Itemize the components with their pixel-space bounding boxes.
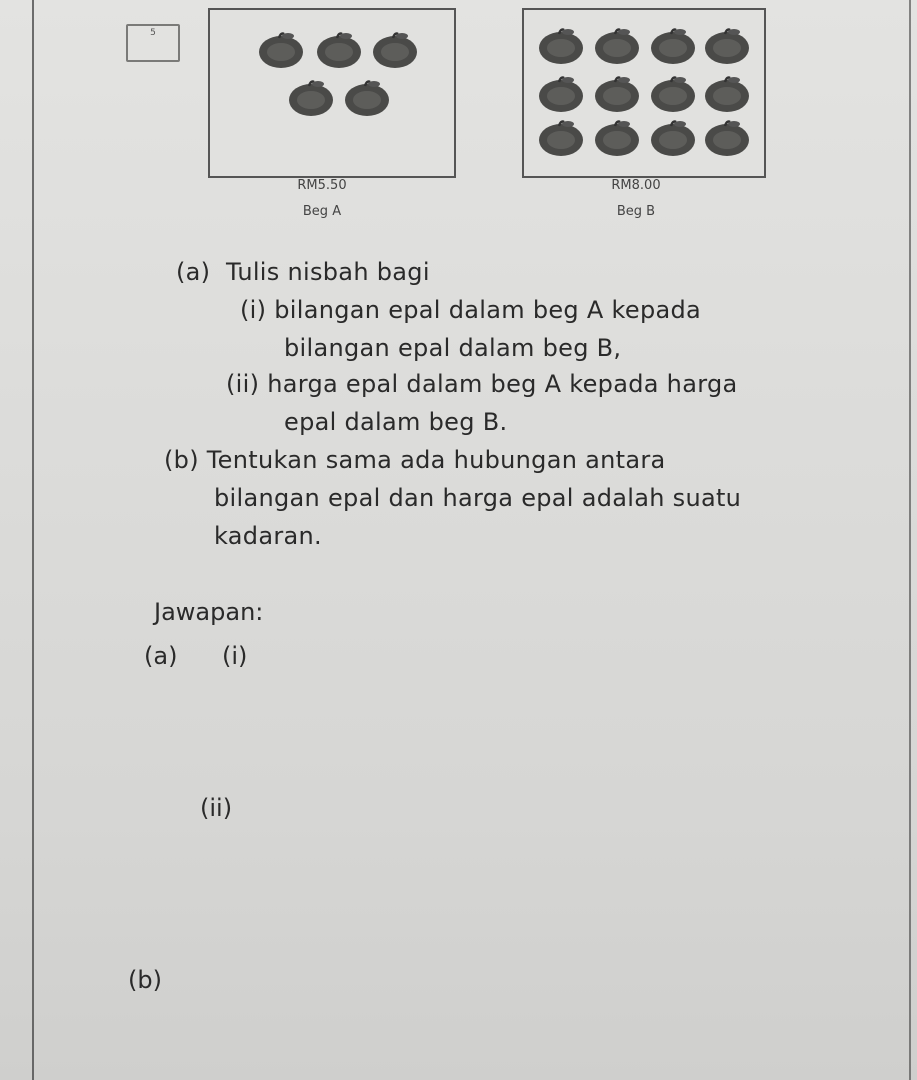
question-a-ii-line2: epal dalam beg B. [284,408,508,436]
question-number-box [126,24,180,62]
apple-icon [648,26,698,66]
apple-icon [592,74,642,114]
bag-b-picture [522,8,766,178]
bag-a-label: Beg A [302,204,342,219]
apple-icon [702,26,752,66]
question-a-text: Tulis nisbah bagi [226,258,430,286]
apple-icon [702,74,752,114]
question-b-line2: bilangan epal dan harga epal adalah suatu [214,484,742,512]
question-b-line3: kadaran. [214,522,322,550]
apple-icon [256,30,306,70]
question-a-label: (a) [176,258,211,286]
answer-a-ii-label: (ii) [200,794,233,822]
apple-icon [592,118,642,158]
answer-heading: Jawapan: [154,598,264,626]
question-b-line1: (b) Tentukan sama ada hubungan antara [164,446,666,474]
apple-icon [370,30,420,70]
apple-icon [592,26,642,66]
apple-icon [648,74,698,114]
apple-icon [702,118,752,158]
apple-icon [286,78,336,118]
page-right-edge [909,0,911,1080]
bag-a-price: RM5.50 [297,178,347,193]
apple-icon [648,118,698,158]
apple-icon [314,30,364,70]
answer-a-i-label: (i) [222,642,248,670]
question-a-i-line1: (i) bilangan epal dalam beg A kepada [240,296,702,324]
question-a-i-line2: bilangan epal dalam beg B, [284,334,622,362]
apple-icon [536,74,586,114]
apple-icon [536,26,586,66]
apple-icon [342,78,392,118]
bag-b-price: RM8.00 [611,178,661,193]
apple-icon [536,118,586,158]
page-left-edge [32,0,34,1080]
question-a-ii-line1: (ii) harga epal dalam beg A kepada harga [226,370,738,398]
bag-b-label: Beg B [616,204,656,219]
answer-b-label: (b) [128,966,162,994]
bag-a-picture [208,8,456,178]
question-number: 5 [150,28,156,38]
answer-a-label: (a) [144,642,178,670]
